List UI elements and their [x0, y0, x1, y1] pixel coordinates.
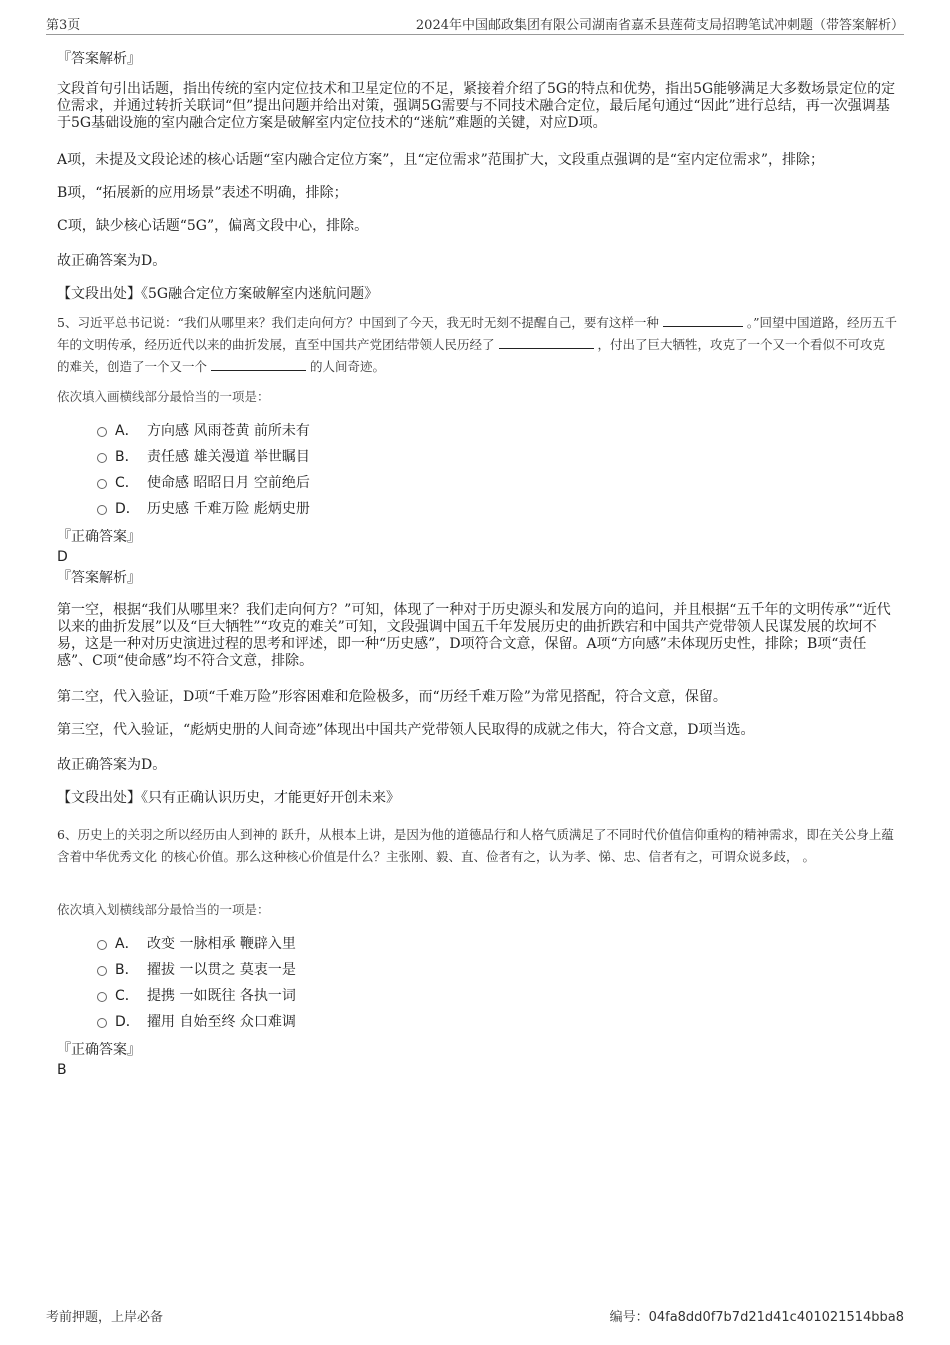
option-a[interactable]: A． 方向感 风雨苍黄 前所未有 — [57, 418, 897, 444]
answer-label: 『正确答案』 — [57, 529, 141, 545]
answer-value: D — [57, 549, 68, 565]
analysis-paragraph: C项，缺少核心话题“5G”，偏离文段中心，排除。 — [57, 218, 369, 234]
analysis-paragraph: 故正确答案为D。 — [57, 757, 167, 773]
option-c[interactable]: C． 提携 一如既往 各执一词 — [57, 983, 897, 1009]
option-a[interactable]: A． 改变 一脉相承 鞭辟入里 — [57, 931, 897, 957]
footer-slogan: 考前押题，上岸必备 — [46, 1310, 164, 1325]
radio-icon[interactable] — [97, 1018, 107, 1028]
fill-blank — [663, 314, 743, 327]
source-citation: 【文段出处】《只有正确认识历史，才能更好开创未来》 — [57, 790, 400, 806]
fill-blank — [499, 336, 594, 349]
question-text: 6、历史上的关羽之所以经历由人到神的 跃升，从根本上讲，是因为他的道德品行和人格气质满足了不同时代价值信仰重构的精神需求，即在关公身上蕴含着中华优秀文化 的核心价值。那么这种核心价值是什么？主张刚、毅、直、俭者有之，认为孝、悌、忠、信者有之，可谓众说多歧， 。 — [57, 827, 894, 864]
fill-blank — [211, 358, 306, 371]
answer-label: 『正确答案』 — [57, 1042, 141, 1058]
radio-icon[interactable] — [97, 940, 107, 950]
page-number: 第3页 — [46, 18, 81, 33]
question-text: 5、习近平总书记说：“我们从哪里来？我们走向何方？中国到了今天，我无时无刻不提醒自己，要有这样一种 。”回望中国道路，经历五千年的文明传承，经历近代以来的曲折发展，直至中国共产党团结带领人民历经了 ，付出了巨大牺牲，攻克了一个又一个看似不可攻克的难关，创造了一个又一个 的人间奇迹。 — [57, 315, 898, 374]
radio-icon[interactable] — [97, 966, 107, 976]
option-c[interactable]: C． 使命感 昭昭日月 空前绝后 — [57, 470, 897, 496]
analysis-paragraph: 文段首句引出话题，指出传统的室内定位技术和卫星定位的不足，紧接着介绍了5G的特点和优势，指出5G能够满足大多数场景定位的定位需求，并通过转折关联词“但”提出问题并给出对策，强调5G需要与不同技术融合定位，最后尾句通过“因此”进行总结，再一次强调基于5G基础设施的室内融合定位方案是破解室内定位技术的“迷航”难题的关键，对应D项。 — [57, 81, 896, 131]
option-b[interactable]: B． 责任感 雄关漫道 举世瞩目 — [57, 444, 897, 470]
analysis-paragraph: 故正确答案为D。 — [57, 253, 167, 269]
option-d[interactable]: D． 历史感 千难万险 彪炳史册 — [57, 496, 897, 522]
page-header — [46, 12, 904, 35]
analysis-paragraph: 第一空，根据“我们从哪里来？我们走向何方？”可知，体现了一种对于历史源头和发展方向的追问，并且根据“五千年的文明传承”“近代以来的曲折发展”以及“巨大牺牲”“攻克的难关”可知，文段强调中国五千年发展历史的曲折跌宕和中国共产党带领人民谋发展的坎坷不易，这是一种对历史演进过程的思考和评述，即一种“历史感”，D项符合文意，保留。A项“方向感”未体现历史性，排除；B项“责任感”、C项“使命感”均不符合文意，排除。 — [57, 602, 891, 669]
source-citation: 【文段出处】《5G融合定位方案破解室内迷航问题》 — [57, 286, 379, 302]
analysis-label: 『答案解析』 — [57, 570, 141, 586]
radio-icon[interactable] — [97, 479, 107, 489]
option-list — [57, 418, 897, 522]
document-title: 2024年中国邮政集团有限公司湖南省嘉禾县莲荷支局招聘笔试冲刺题（带答案解析） — [415, 18, 904, 33]
radio-icon[interactable] — [97, 453, 107, 463]
option-d[interactable]: D． 擢用 自始至终 众口难调 — [57, 1009, 897, 1035]
option-b[interactable]: B． 擢拔 一以贯之 莫衷一是 — [57, 957, 897, 983]
question-instruction: 依次填入画横线部分最恰当的一项是： — [57, 389, 270, 404]
answer-value: B — [57, 1062, 67, 1078]
document-code: 编号：04fa8dd0f7b7d21d41c401021514bba8 — [609, 1310, 904, 1325]
radio-icon[interactable] — [97, 505, 107, 515]
option-list — [57, 931, 897, 1035]
analysis-label: 『答案解析』 — [57, 51, 141, 67]
analysis-paragraph: A项，未提及文段论述的核心话题“室内融合定位方案”，且“定位需求”范围扩大，文段重点强调的是“室内定位需求”，排除； — [57, 152, 825, 168]
radio-icon[interactable] — [97, 992, 107, 1002]
analysis-paragraph: B项，“拓展新的应用场景”表述不明确，排除； — [57, 185, 348, 201]
analysis-paragraph: 第二空，代入验证，D项“千难万险”形容困难和危险极多，而“历经千难万险”为常见搭配，符合文意，保留。 — [57, 689, 727, 705]
question-instruction: 依次填入划横线部分最恰当的一项是： — [57, 902, 270, 917]
radio-icon[interactable] — [97, 427, 107, 437]
analysis-paragraph: 第三空，代入验证，“彪炳史册的人间奇迹”体现出中国共产党带领人民取得的成就之伟大，符合文意，D项当选。 — [57, 722, 755, 738]
